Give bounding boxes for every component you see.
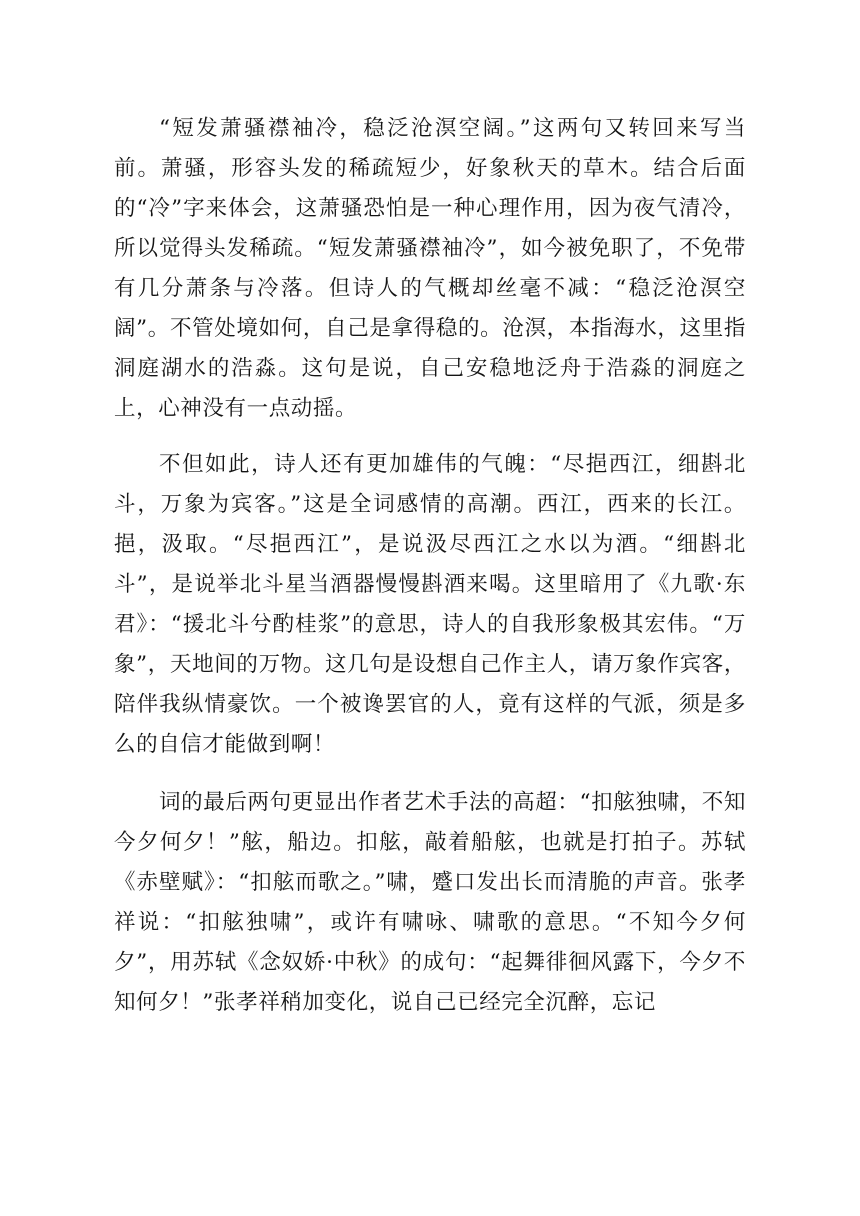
paragraph-2: 不但如此，诗人还有更加雄伟的气魄：“尽挹西江，细斟北斗，万象为宾客。”这是全词感情的高潮。西江，西来的长江。挹，汲取。“尽挹西江”，是说汲尽西江之水以为酒。“细斟北斗”，是说举北斗星当酒器慢慢斟酒来喝。这里暗用了《九歌·东君》：“援北斗兮酌桂浆”的意思，诗人的自我形象极其宏伟。“万象”，天地间的万物。这几句是设想自己作主人，请万象作宾客，陪伴我纵情豪饮。一个被谗罢官的人，竟有这样的气派，须是多么的自信才能做到啊！ — [114, 452, 746, 757]
paragraph-3: 词的最后两句更显出作者艺术手法的高超：“扣舷独啸，不知今夕何夕！”舷，船边。扣舷，敲着船舷，也就是打拍子。苏轼《赤壁赋》：“扣舷而歌之。”啸，蹙口发出长而清脆的声音。张孝祥说：“扣舷独啸”，或许有啸咏、啸歌的意思。“不知今夕何夕”，用苏轼《念奴娇·中秋》的成句：“起舞徘徊风露下，今夕不知何夕！”张孝祥稍加变化，说自己已经完全沉醉，忘记 — [114, 790, 746, 1015]
paragraph-1: “短发萧骚襟袖冷，稳泛沧溟空阔。”这两句又转回来写当前。萧骚，形容头发的稀疏短少，好象秋天的草木。结合后面的“冷”字来体会，这萧骚恐怕是一种心理作用，因为夜气清冷，所以觉得头发稀疏。“短发萧骚襟袖冷”，如今被免职了，不免带有几分萧条与冷落。但诗人的气概却丝毫不减：“稳泛沧溟空阔”。不管处境如何，自己是拿得稳的。沧溟，本指海水，这里指洞庭湖水的浩淼。这句是说，自己安稳地泛舟于浩淼的洞庭之上，心神没有一点动摇。 — [114, 116, 746, 421]
document-body — [114, 109, 746, 1023]
